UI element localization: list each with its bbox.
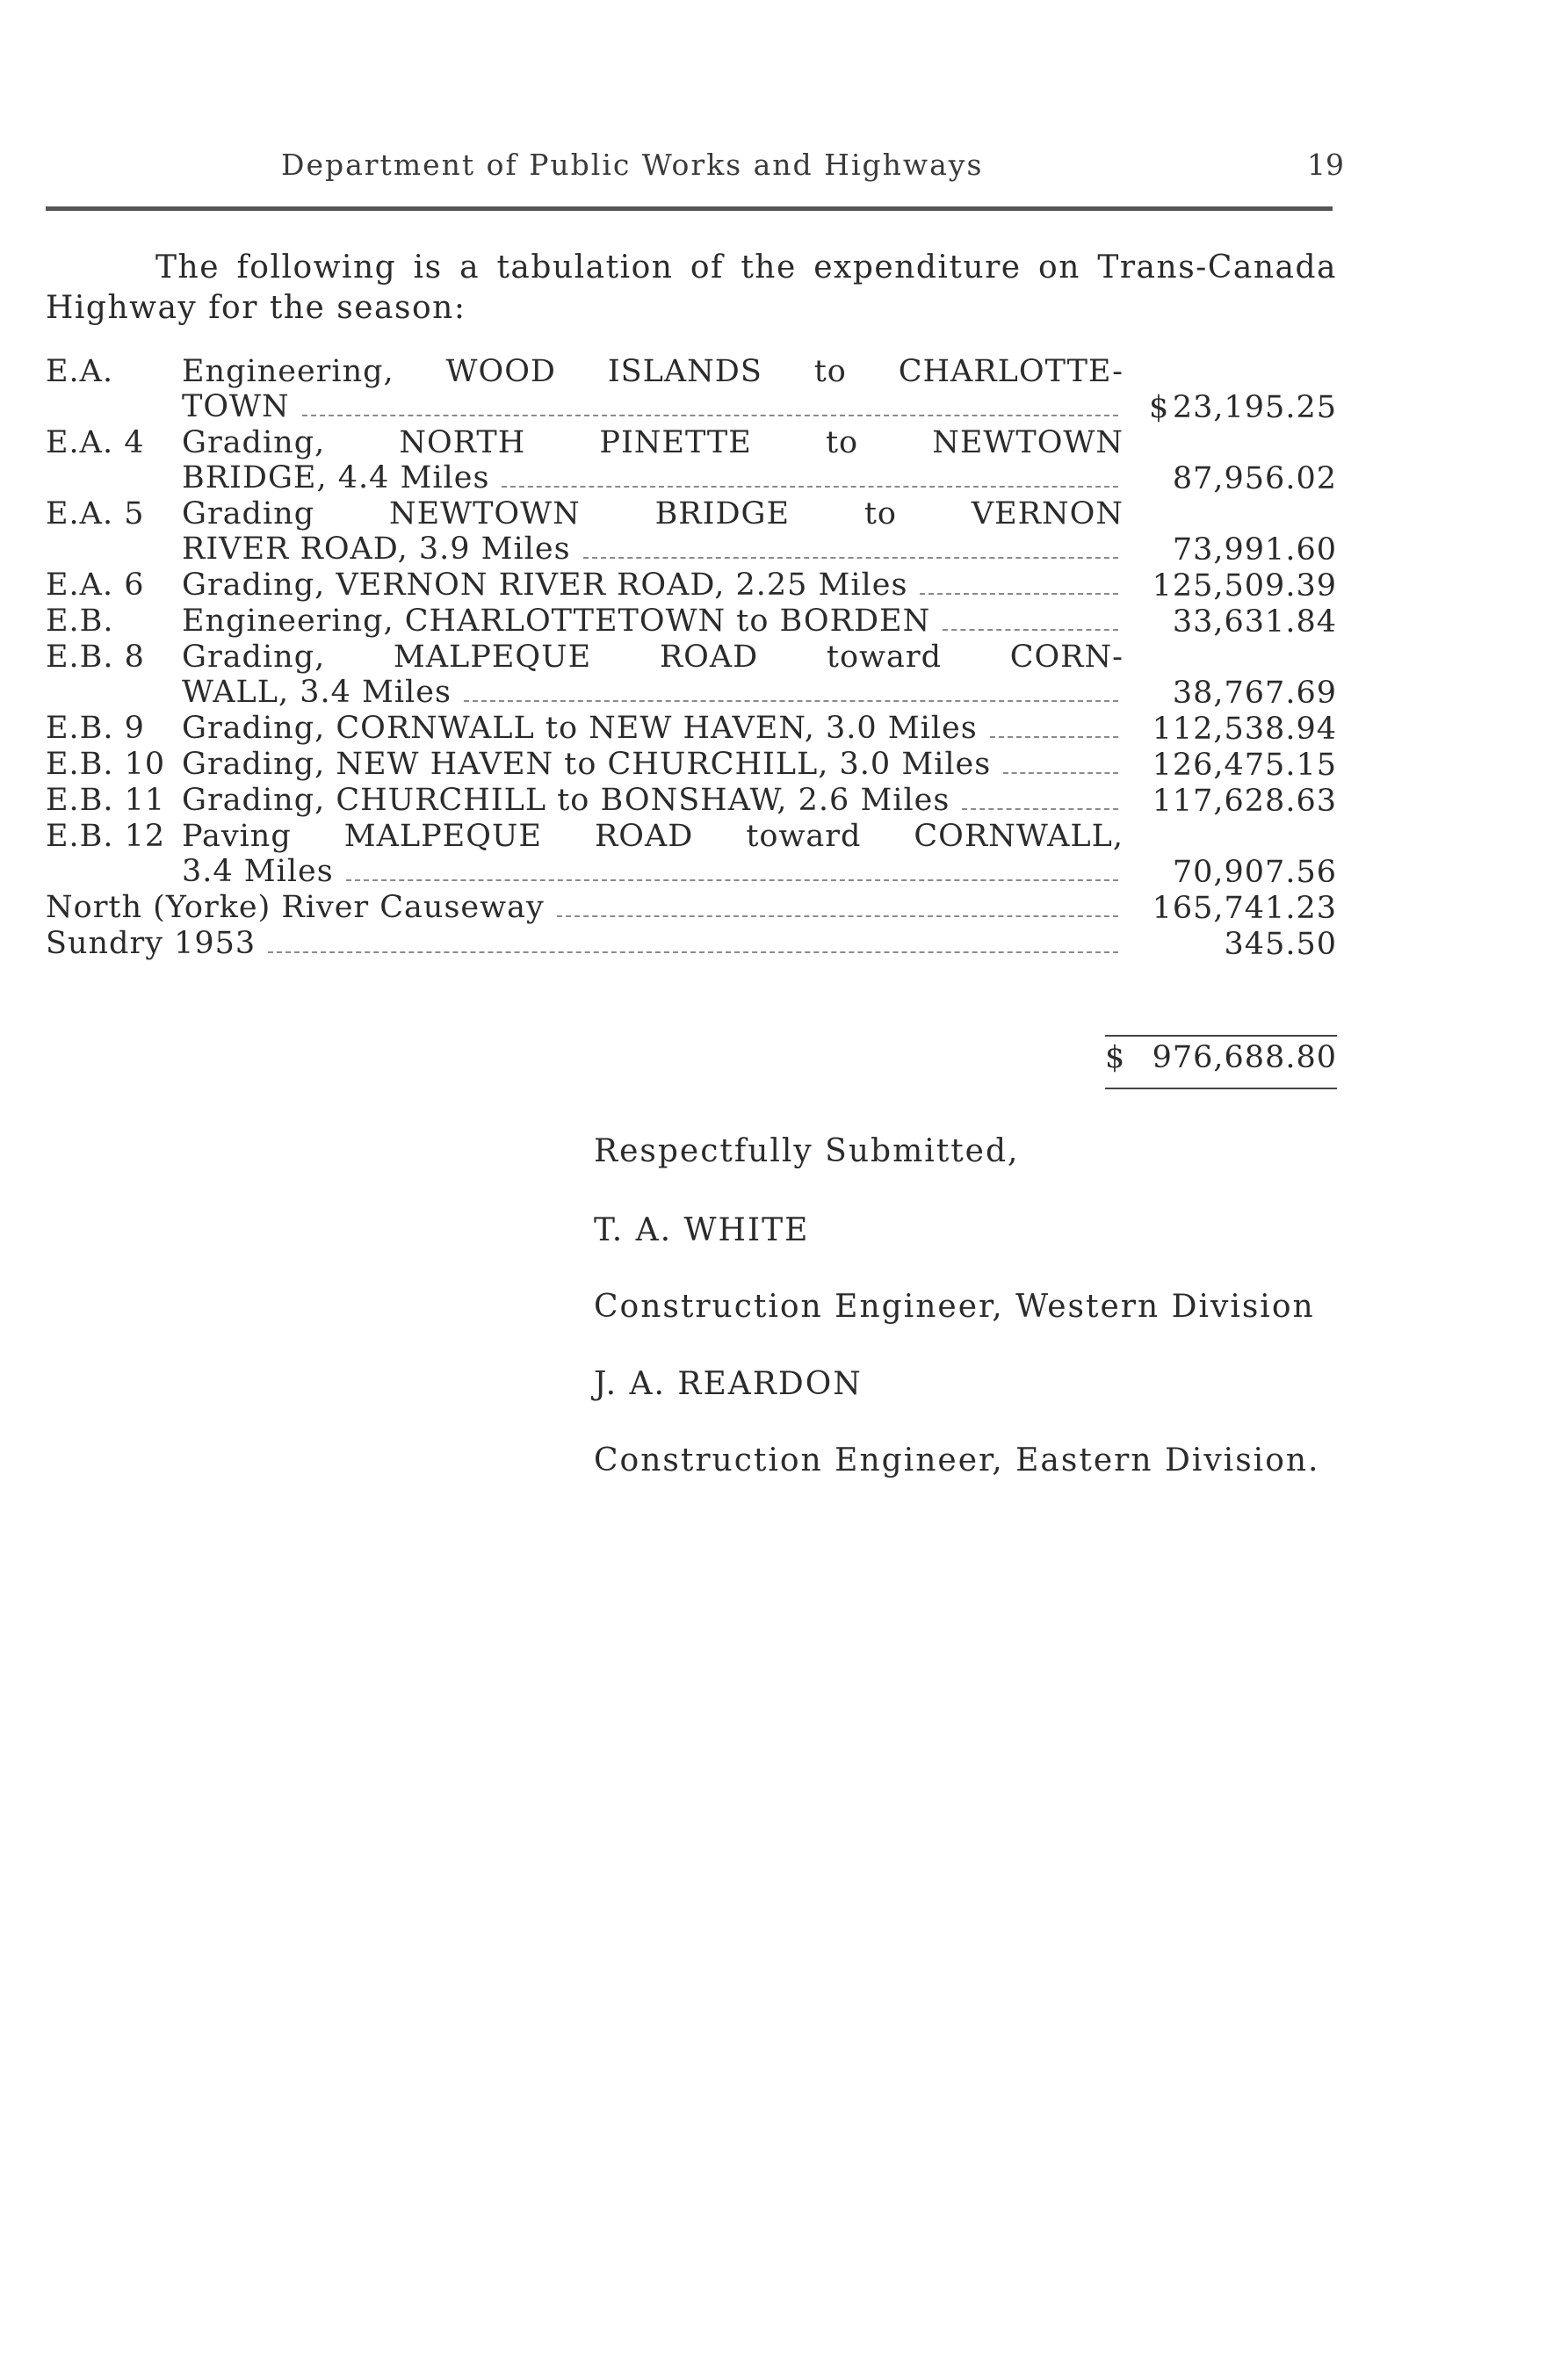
description-word: toward: [826, 640, 942, 675]
leader-dots: [464, 699, 1118, 702]
table-row: [46, 711, 1337, 747]
description-word: MALPEQUE: [343, 819, 542, 854]
project-code: E.B. 12: [46, 819, 166, 854]
leader-dots: [990, 735, 1118, 738]
leader-dots: [346, 878, 1118, 881]
description-line: [46, 890, 1124, 926]
table-row: [46, 783, 1337, 819]
project-code: E.B. 11: [46, 783, 166, 818]
table-row: [46, 425, 1337, 496]
amount: 165,741.23: [1152, 891, 1337, 926]
running-head: Department of Public Works and Highways: [281, 148, 984, 182]
description-word: NORTH: [399, 425, 526, 460]
description-text: RIVER ROAD, 3.9 Miles: [182, 531, 571, 567]
project-code: E.A.: [46, 354, 114, 389]
description-text: Engineering, CHARLOTTETOWN to BORDEN: [182, 604, 931, 639]
expenditure-table: [46, 354, 1337, 962]
header-rule: [46, 206, 1333, 211]
leader-dots: [920, 592, 1118, 595]
leader-dots: [302, 414, 1118, 416]
amount: 23,195.25: [1172, 390, 1337, 425]
project-code: E.A. 5: [46, 496, 145, 531]
amount: 87,956.02: [1172, 461, 1337, 496]
amount: 70,907.56: [1172, 855, 1337, 890]
description-text: 3.4 Miles: [182, 854, 334, 889]
description-word: ISLANDS: [607, 354, 762, 389]
table-row: [46, 819, 1337, 890]
description-text: Grading, CHURCHILL to BONSHAW, 2.6 Miles: [182, 783, 950, 818]
description-word: Grading,: [182, 640, 326, 675]
description-word: NEWTOWN: [388, 496, 581, 531]
item-description: [46, 890, 1124, 926]
signatory-name: T. A. WHITE: [594, 1212, 810, 1248]
project-code: E.A. 4: [46, 425, 145, 460]
amount: 126,475.15: [1152, 748, 1337, 783]
description-text: Sundry 1953: [46, 926, 257, 961]
description-word: toward: [746, 819, 862, 854]
description-word: Paving: [182, 819, 292, 854]
table-row: [46, 640, 1337, 711]
intro-paragraph: The following is a tabulation of the expenditure on Trans-Canada Highway for the season:: [46, 249, 1337, 326]
description-text: WALL, 3.4 Miles: [182, 675, 452, 710]
description-word: NEWTOWN: [932, 425, 1124, 460]
description-word: Grading,: [182, 425, 326, 460]
item-description: [182, 568, 1124, 604]
leader-dots: [583, 556, 1118, 559]
table-row: [46, 496, 1337, 568]
description-text: Grading, CORNWALL to NEW HAVEN, 3.0 Miles: [182, 711, 978, 746]
amount: 117,628.63: [1152, 784, 1337, 819]
description-line: [182, 819, 1124, 854]
item-description: [182, 819, 1124, 890]
description-word: to: [863, 496, 897, 531]
project-code: E.B. 9: [46, 711, 145, 746]
signatory-name: J. A. REARDON: [594, 1366, 863, 1402]
amount: 125,509.39: [1152, 568, 1337, 604]
signatory-title: Construction Engineer, Eastern Division.: [594, 1442, 1320, 1478]
description-text: TOWN: [182, 389, 290, 424]
item-description: [182, 711, 1124, 747]
description-word: MALPEQUE: [393, 640, 592, 675]
amount: 73,991.60: [1172, 532, 1337, 568]
project-code: E.B. 8: [46, 640, 145, 675]
page-number: 19: [1307, 148, 1344, 182]
description-line: [182, 675, 1124, 711]
description-word: to: [813, 354, 847, 389]
description-line: [46, 926, 1124, 962]
description-line: [182, 389, 1124, 425]
table-row: [46, 890, 1337, 926]
leader-dots: [502, 485, 1118, 488]
table-row: [46, 354, 1337, 425]
table-row: [46, 604, 1337, 640]
signatory-title: Construction Engineer, Western Division: [594, 1289, 1315, 1325]
description-line: [182, 783, 1124, 819]
closing-salutation: Respectfully Submitted,: [594, 1133, 1020, 1169]
description-word: CORN-: [1009, 640, 1124, 675]
amount: 38,767.69: [1172, 676, 1337, 711]
item-description: [182, 496, 1124, 568]
item-description: [182, 640, 1124, 711]
total-currency-symbol: $: [1105, 1040, 1125, 1075]
description-word: ROAD: [659, 640, 759, 675]
description-line: [182, 531, 1124, 568]
description-word: VERNON: [971, 496, 1124, 531]
description-line: [182, 747, 1124, 783]
description-text: Grading, NEW HAVEN to CHURCHILL, 3.0 Miles: [182, 747, 992, 782]
description-word: BRIDGE: [654, 496, 791, 531]
currency-symbol: $: [1149, 390, 1170, 425]
description-line: [182, 854, 1124, 890]
item-description: [182, 747, 1124, 783]
table-row: [46, 747, 1337, 783]
description-word: CHARLOTTE-: [898, 354, 1124, 389]
description-text: North (Yorke) River Causeway: [46, 890, 545, 925]
amount: 33,631.84: [1172, 604, 1337, 640]
total-top-rule: [1105, 1035, 1337, 1037]
description-line: [182, 496, 1124, 531]
item-description: [182, 604, 1124, 640]
description-word: Grading: [182, 496, 315, 531]
description-text: BRIDGE, 4.4 Miles: [182, 460, 490, 495]
description-word: Engineering,: [182, 354, 394, 389]
description-line: [182, 640, 1124, 675]
description-line: [182, 460, 1124, 496]
item-description: [182, 425, 1124, 496]
description-text: Grading, VERNON RIVER ROAD, 2.25 Miles: [182, 568, 908, 603]
item-description: [182, 354, 1124, 425]
description-word: WOOD: [445, 354, 556, 389]
amount: 112,538.94: [1152, 712, 1337, 747]
description-word: ROAD: [594, 819, 694, 854]
project-code: E.A. 6: [46, 568, 145, 603]
total-amount: 976,688.80: [1152, 1040, 1337, 1075]
leader-dots: [962, 807, 1118, 810]
description-line: [182, 711, 1124, 747]
item-description: [46, 926, 1124, 962]
description-line: [182, 604, 1124, 640]
table-row: [46, 568, 1337, 604]
description-line: [182, 568, 1124, 604]
project-code: E.B.: [46, 604, 114, 639]
amount: 345.50: [1224, 927, 1337, 962]
description-word: PINETTE: [599, 425, 752, 460]
leader-dots: [1003, 771, 1118, 774]
leader-dots: [557, 915, 1118, 917]
description-word: CORNWALL,: [914, 819, 1124, 854]
total-block: [1105, 1035, 1337, 1114]
leader-dots: [943, 628, 1118, 631]
leader-dots: [268, 951, 1118, 953]
description-line: [182, 425, 1124, 460]
item-description: [182, 783, 1124, 819]
total-bottom-rule: [1105, 1088, 1337, 1089]
table-row: [46, 926, 1337, 962]
description-line: [182, 354, 1124, 389]
description-word: to: [825, 425, 859, 460]
project-code: E.B. 10: [46, 747, 166, 782]
